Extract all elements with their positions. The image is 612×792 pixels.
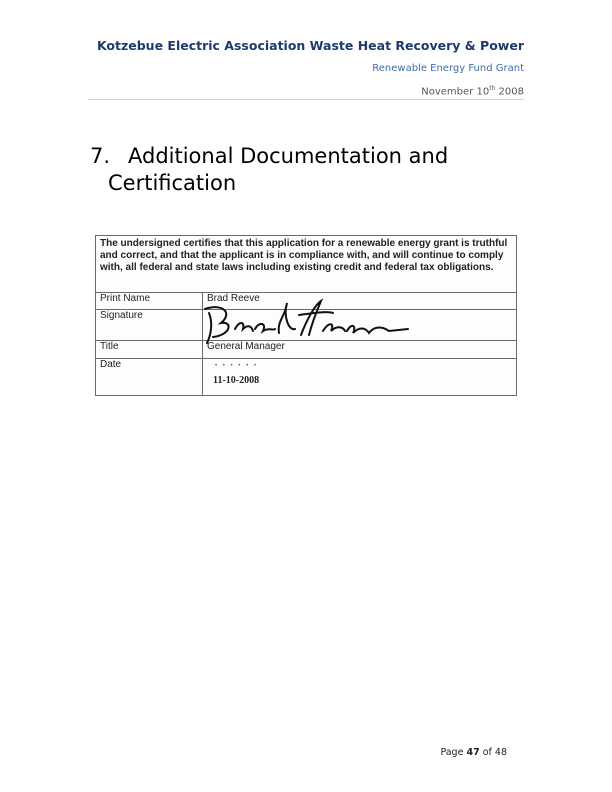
handwritten-signature	[203, 295, 418, 350]
page-footer	[440, 747, 507, 758]
section-heading	[90, 143, 530, 197]
section-title-line1: Additional Documentation and	[128, 144, 449, 168]
header-date-suffix: th	[489, 85, 496, 92]
title-label: Title	[96, 341, 203, 359]
date-cell	[203, 359, 517, 396]
page-of: of	[479, 747, 495, 758]
certification-statement: The undersigned certifies that this application for a renewable energy grant is truthful and correct, and that the applicant is in compliance with, and will continue to comply with, all federal and state laws including existing credit and federal tax obligations.	[96, 236, 517, 293]
print-name-label: Print Name	[96, 293, 203, 310]
date-dots: • • • • • •	[215, 363, 258, 369]
page-total: 48	[494, 747, 507, 758]
certification-scan	[95, 235, 517, 393]
section-number: 7.	[90, 144, 111, 168]
page-current: 47	[466, 747, 480, 758]
page-prefix: Page	[440, 747, 467, 758]
header-divider	[88, 99, 524, 100]
section-title-line2: Certification	[108, 171, 237, 195]
date-label: Date	[96, 359, 203, 396]
header-title: Kotzebue Electric Association Waste Heat Recovery & Power	[96, 38, 524, 53]
header-date-year: 2008	[495, 86, 524, 98]
header-date	[421, 85, 524, 97]
signature-label: Signature	[96, 310, 203, 341]
header-subtitle: Renewable Energy Fund Grant	[372, 63, 524, 74]
certification-statement-row	[96, 236, 517, 293]
title-value: General Manager	[203, 341, 517, 359]
header-date-day: November 10	[421, 86, 490, 98]
print-name-value: Brad Reeve	[203, 293, 517, 310]
table-row	[96, 359, 517, 396]
date-value: 11-10-2008	[213, 375, 260, 386]
